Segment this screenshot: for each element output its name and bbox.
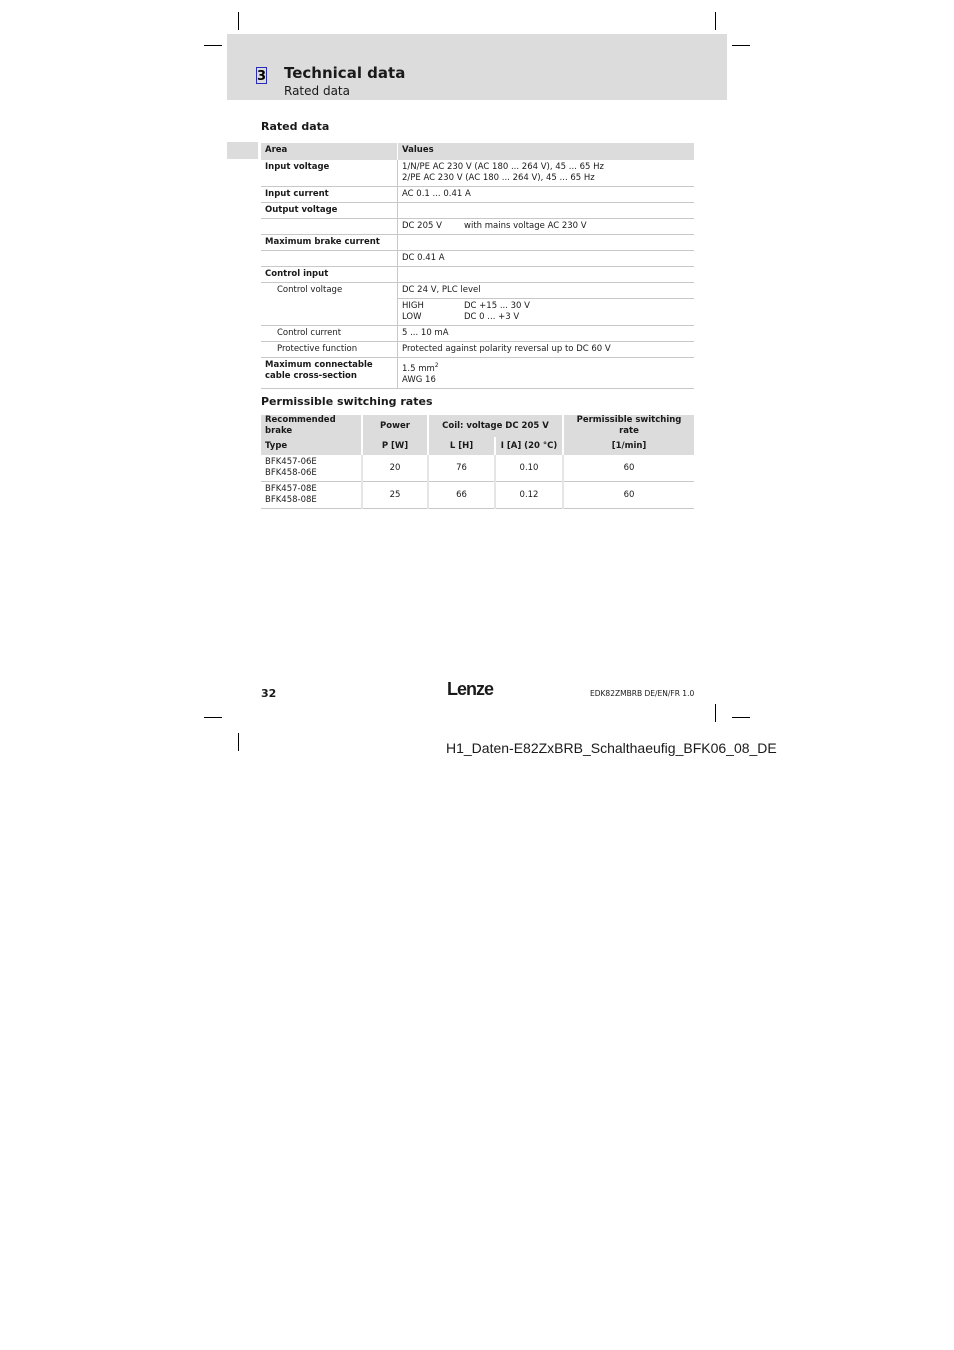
max-brake-current-value: DC 0.41 A [398,251,695,267]
empty-cell [261,219,398,235]
page-number: 32 [261,687,277,700]
col-area-header: Area [261,143,398,160]
rate-value: 60 [563,482,694,509]
chapter-subtitle: Rated data [284,84,350,98]
empty-cell [398,235,695,251]
col-values-header: Values [398,143,695,160]
control-voltage-levels [398,299,695,326]
brake-type [261,455,362,482]
cable-value-mm: 1.5 mm [402,363,435,374]
output-voltage-value [398,219,695,235]
crop-mark [732,45,750,46]
l-value: 66 [428,482,495,509]
col-l-header: L [H] [428,437,495,455]
cable-value-sup: 2 [434,362,439,369]
crop-mark [715,704,716,722]
lenze-logo: Lenze [447,679,494,699]
cable-value-awg: AWG 16 [402,374,436,385]
empty-cell [261,251,398,267]
high-label: HIGH [402,301,424,311]
col-i-header: I [A] (20 °C) [495,437,563,455]
output-voltage-note: with mains voltage AC 230 V [464,221,587,231]
crop-mark [238,12,239,30]
control-current-label: Control current [261,326,398,342]
document-id: EDK82ZMBRB DE/EN/FR 1.0 [590,689,695,698]
col-min-header: [1/min] [563,437,694,455]
i-value: 0.12 [495,482,563,509]
input-voltage-line1: 1/N/PE AC 230 V (AC 180 ... 264 V), 45 ... 65 Hz [402,162,604,172]
crop-mark [204,717,222,718]
table-row [261,326,694,342]
cable-value [398,358,695,389]
power-value: 20 [362,455,428,482]
low-value: DC 0 ... +3 V [464,312,520,322]
table-header-row [261,143,694,160]
brake-type-1: BFK457-06E [265,457,317,467]
rated-data-table [261,143,694,389]
empty-cell [398,267,695,283]
col-rate-header: Permissible switching rate [563,415,694,437]
col-power-header: Power [362,415,428,437]
output-voltage-label: Output voltage [261,203,398,219]
low-label: LOW [402,312,422,322]
crop-mark [204,45,222,46]
max-brake-current-label: Maximum brake current [261,235,398,251]
side-tab [227,142,258,159]
switching-rates-heading: Permissible switching rates [261,395,433,408]
col-coil-header: Coil: voltage DC 205 V [428,415,563,437]
col-pw-header: P [W] [362,437,428,455]
brake-type-2: BFK458-06E [265,468,317,478]
input-voltage-line2: 2/PE AC 230 V (AC 180 ... 264 V), 45 ... 65 Hz [402,173,595,183]
col-type-header: Type [261,437,362,455]
rate-value: 60 [563,455,694,482]
table-row [261,219,694,235]
table-row [261,358,694,389]
brake-type-1: BFK457-08E [265,484,317,494]
brake-type-2: BFK458-08E [265,495,317,505]
table-row [261,251,694,267]
col-brake-header: Recommended brake [261,415,362,437]
control-voltage-value: DC 24 V, PLC level [398,283,695,299]
chapter-title: Technical data [284,64,406,82]
input-current-label: Input current [261,187,398,203]
power-value: 25 [362,482,428,509]
control-current-value: 5 ... 10 mA [398,326,695,342]
rated-data-heading: Rated data [261,120,330,133]
brake-type [261,482,362,509]
input-voltage-value [398,160,695,187]
protective-function-label: Protective function [261,342,398,358]
table-row [261,235,694,251]
crop-mark [238,733,239,751]
control-input-label: Control input [261,267,398,283]
protective-function-value: Protected against polarity reversal up to DC 60 V [398,342,695,358]
control-voltage-label: Control voltage [261,283,398,326]
input-current-value: AC 0.1 ... 0.41 A [398,187,695,203]
crop-mark [715,12,716,30]
output-voltage-dc: DC 205 V [402,221,442,231]
switching-rates-table [261,415,694,509]
crop-mark [732,717,750,718]
file-name: H1_Daten-E82ZxBRB_Schalthaeufig_BFK06_08_DE [446,740,777,756]
cable-label-line2: cable cross-section [265,371,357,381]
input-voltage-label: Input voltage [261,160,398,187]
table-row [261,187,694,203]
table-row [261,482,694,509]
cable-label [261,358,398,389]
table-header-row [261,415,694,437]
table-row [261,283,694,299]
l-value: 76 [428,455,495,482]
table-row [261,342,694,358]
chapter-number: 3 [257,69,267,84]
high-value: DC +15 ... 30 V [464,301,530,311]
empty-cell [398,203,695,219]
table-header-row [261,437,694,455]
i-value: 0.10 [495,455,563,482]
cable-label-line1: Maximum connectable [265,360,373,370]
table-row [261,160,694,187]
table-row [261,267,694,283]
table-row [261,203,694,219]
table-row [261,455,694,482]
